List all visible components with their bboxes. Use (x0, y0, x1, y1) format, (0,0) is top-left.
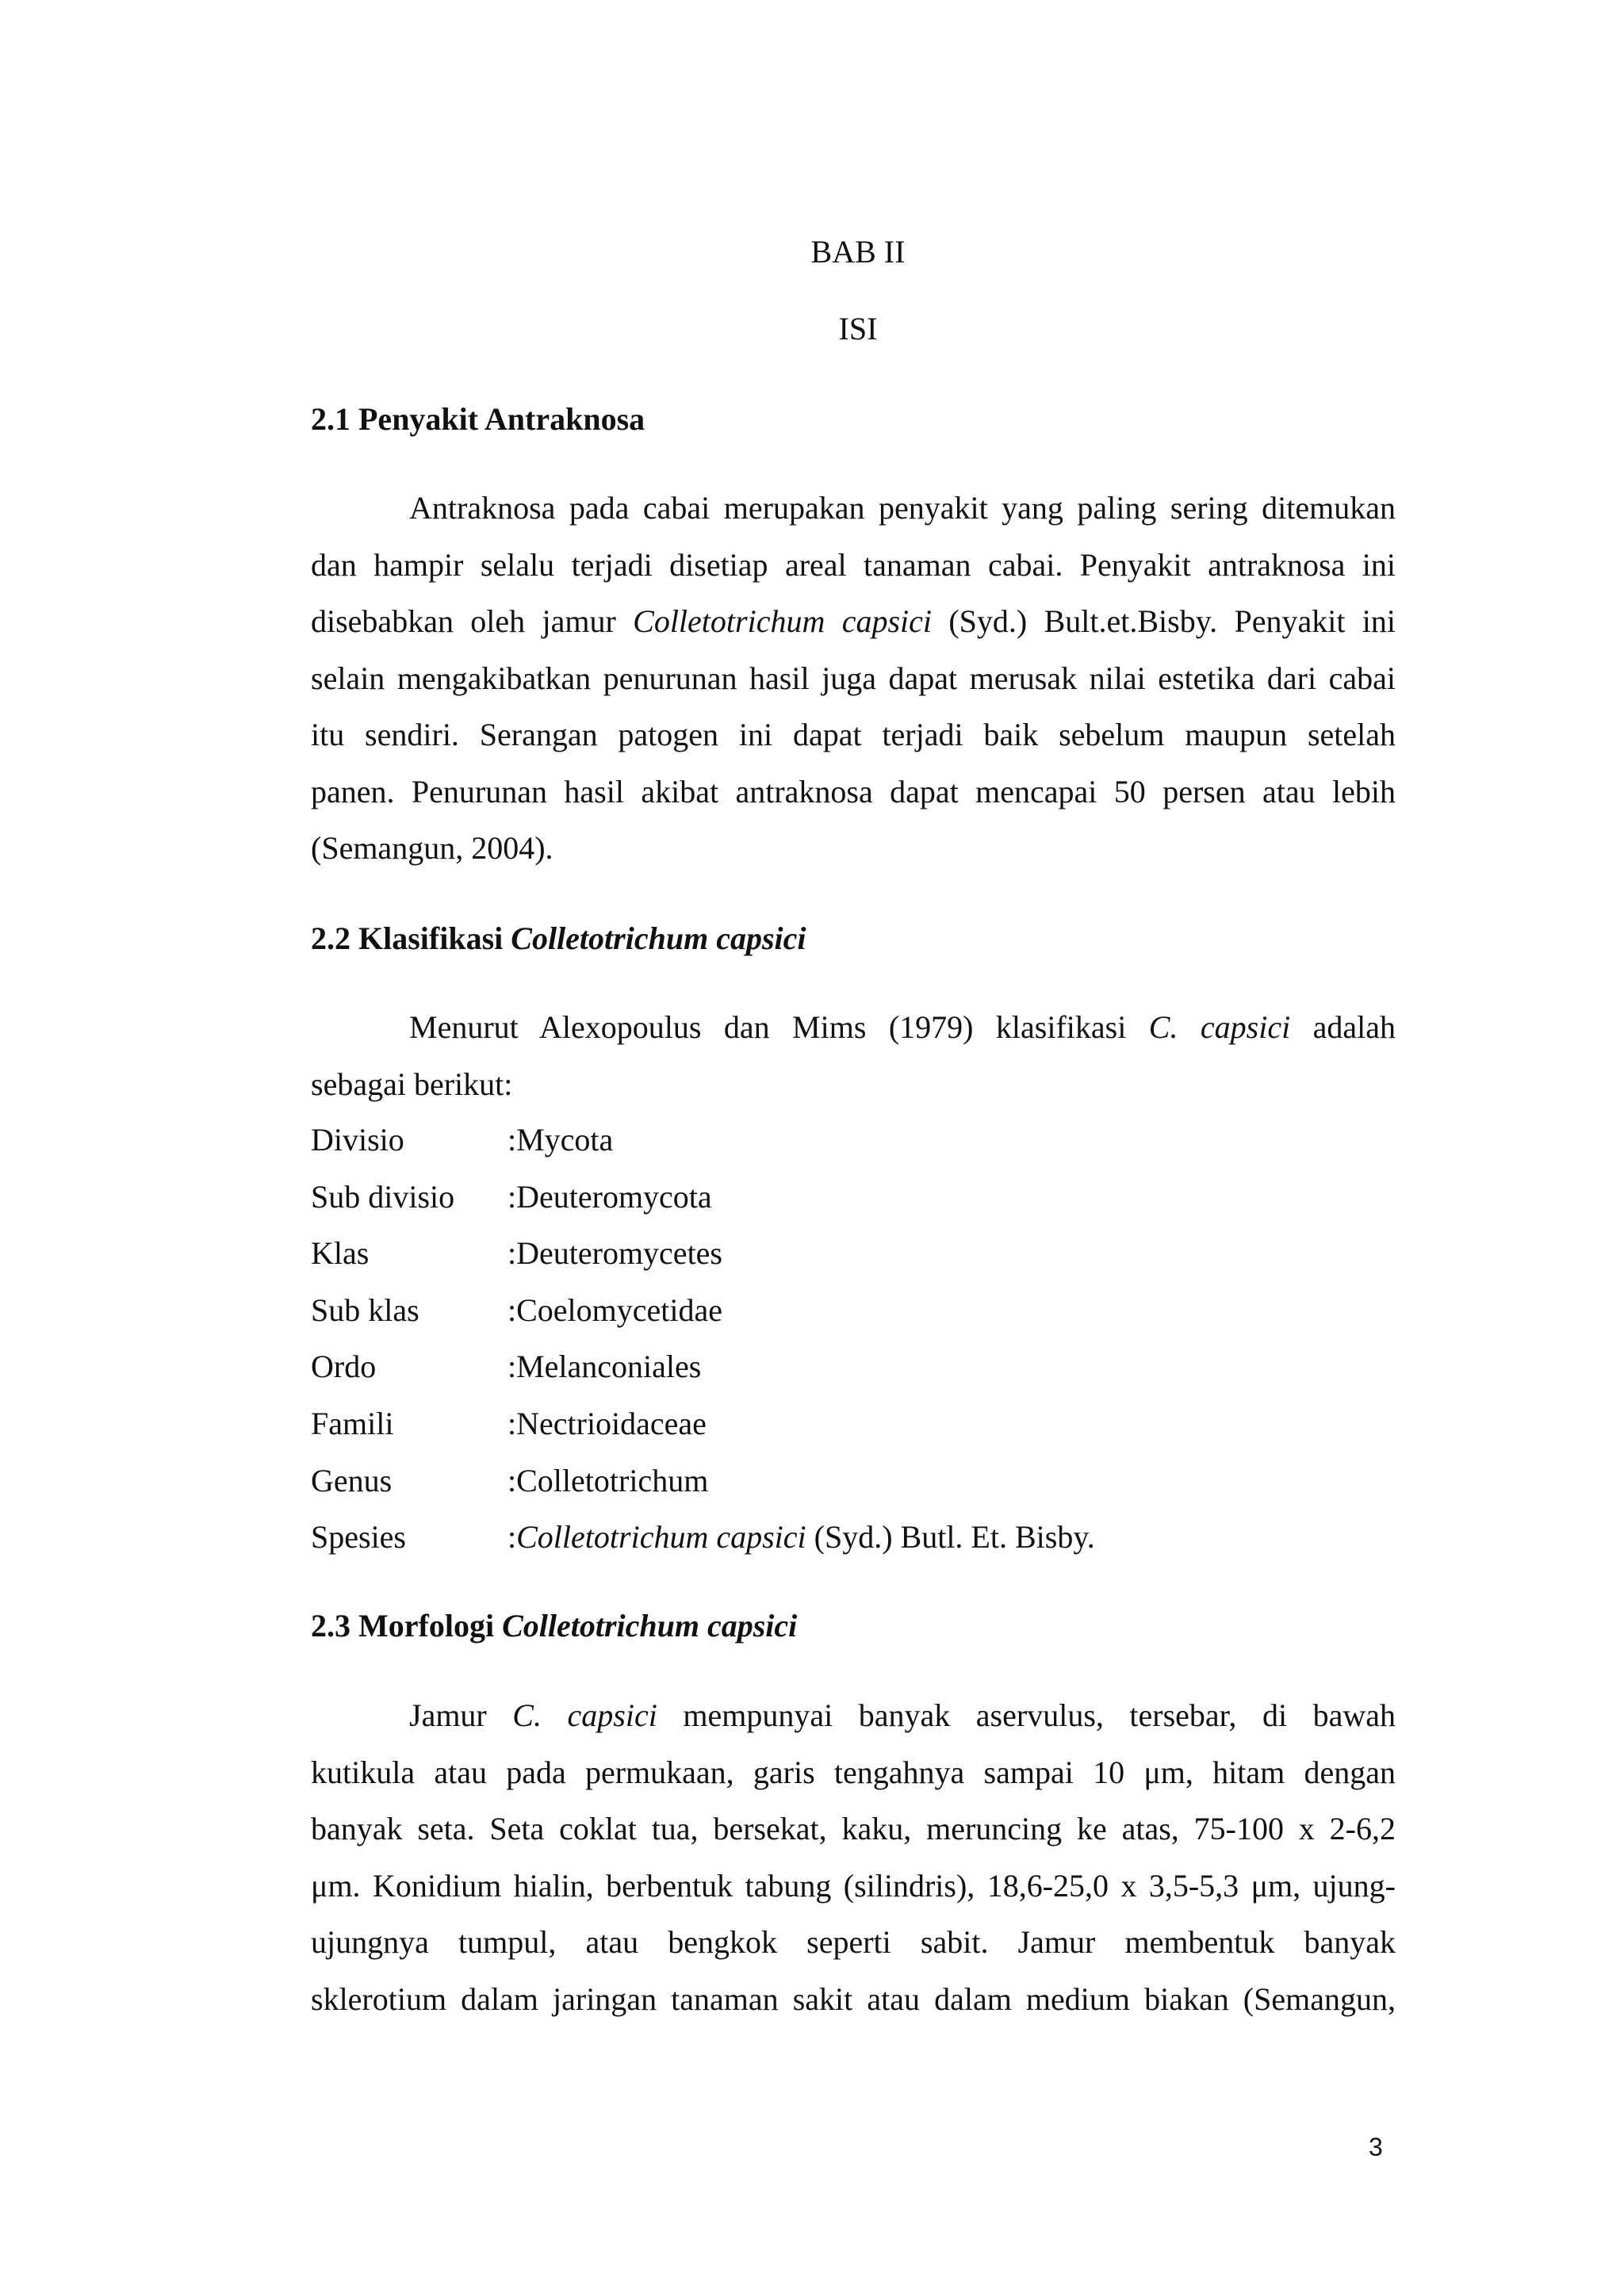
section-heading-2-1: 2.1 Penyakit Antraknosa (311, 401, 645, 437)
taxonomy-value: :Colletotrichum (508, 1462, 709, 1498)
paragraph-line: Antraknosa pada cabai merupakan penyakit yang paling sering ditemukan (409, 490, 1396, 526)
paragraph-line: banyak seta. Seta coklat tua, bersekat, kaku, meruncing ke atas, 75-100 x 2-6,2 (311, 1811, 1396, 1846)
taxonomy-list (311, 1112, 1396, 1566)
paragraph-line: ujungnya tumpul, atau bengkok seperti sabit. Jamur membentuk banyak (311, 1924, 1396, 1960)
paragraph-line: kutikula atau pada permukaan, garis tengahnya sampai 10 μm, hitam dengan (311, 1754, 1396, 1790)
paragraph-line: Menurut Alexopoulus dan Mims (1979) klasifikasi C. capsici adalah (409, 1009, 1396, 1045)
taxonomy-rank: Divisio (311, 1122, 404, 1158)
paragraph-line: selain mengakibatkan penurunan hasil juga dapat merusak nilai estetika dari cabai (311, 660, 1396, 696)
taxonomy-row (311, 1112, 1396, 1169)
taxonomy-value: :Colletotrichum capsici (Syd.) Butl. Et. Bisby. (508, 1519, 1095, 1556)
taxonomy-value: :Nectrioidaceae (508, 1405, 707, 1441)
taxonomy-row (311, 1338, 1396, 1395)
chapter-title: ISI (838, 311, 878, 346)
paragraph-line: panen. Penurunan hasil akibat antraknosa dapat mencapai 50 persen atau lebih (311, 773, 1396, 809)
taxonomy-value: :Melanconiales (508, 1349, 702, 1385)
taxonomy-row-species (311, 1509, 1396, 1566)
paragraph-line: sebagai berikut: (311, 1066, 513, 1102)
taxonomy-rank: Famili (311, 1405, 394, 1441)
taxonomy-value: :Mycota (508, 1122, 614, 1158)
paragraph-line: μm. Konidium hialin, berbentuk tabung (silindris), 18,6-25,0 x 3,5-5,3 μm, ujung- (311, 1867, 1396, 1904)
taxonomy-value: :Deuteromycetes (508, 1235, 722, 1272)
taxonomy-rank: Genus (311, 1462, 393, 1498)
paragraph-morfologi (311, 1687, 1396, 2027)
paragraph-line: sklerotium dalam jaringan tanaman sakit atau dalam medium biakan (Semangun, (311, 1980, 1396, 2017)
taxonomy-rank: Ordo (311, 1349, 377, 1385)
taxonomy-value: :Deuteromycota (508, 1178, 712, 1215)
taxonomy-rank: Sub klas (311, 1292, 419, 1328)
taxonomy-rank: Klas (311, 1235, 370, 1272)
taxonomy-row (311, 1452, 1396, 1510)
taxonomy-value: :Coelomycetidae (508, 1292, 723, 1328)
section-heading-2-3: 2.3 Morfologi Colletotrichum capsici (311, 1608, 798, 1644)
taxonomy-row (311, 1282, 1396, 1339)
taxonomy-row (311, 1169, 1396, 1226)
taxonomy-row (311, 1395, 1396, 1452)
paragraph-line: Jamur C. capsici mempunyai banyak aservulus, tersebar, di bawah (409, 1697, 1396, 1733)
paragraph-klasifikasi-intro (311, 999, 1396, 1105)
paragraph-line: disebabkan oleh jamur Colletotrichum capsici (Syd.) Bult.et.Bisby. Penyakit ini (311, 603, 1396, 639)
paragraph-line: itu sendiri. Serangan patogen ini dapat terjadi baik sebelum maupun setelah (311, 717, 1396, 752)
taxonomy-rank: Spesies (311, 1519, 406, 1556)
chapter-number: BAB II (810, 234, 906, 270)
section-heading-2-2: 2.2 Klasifikasi Colletotrichum capsici (311, 920, 806, 956)
page-number: 3 (1369, 2133, 1383, 2161)
taxonomy-row (311, 1225, 1396, 1282)
paragraph-antraknosa (311, 480, 1396, 877)
taxonomy-rank: Sub divisio (311, 1178, 455, 1215)
paragraph-line: (Semangun, 2004). (311, 830, 553, 866)
paragraph-line: dan hampir selalu terjadi disetiap areal tanaman cabai. Penyakit antraknosa ini (311, 546, 1396, 583)
